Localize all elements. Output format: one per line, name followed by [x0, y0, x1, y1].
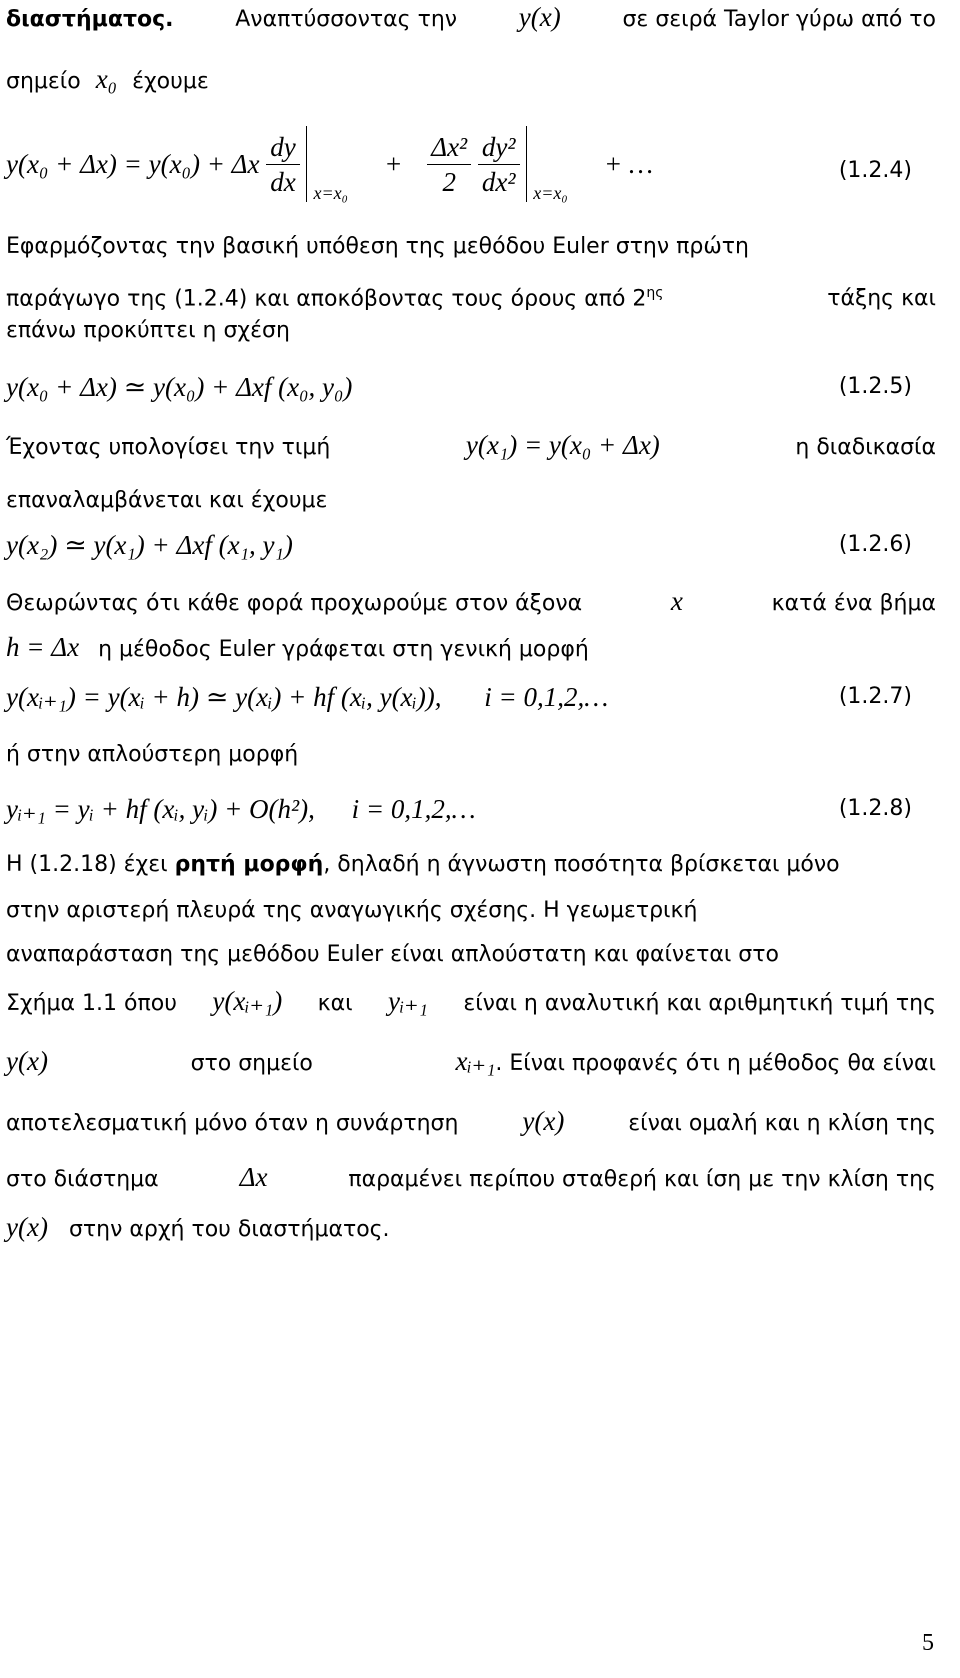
- text: σε σειρά Taylor γύρω από το: [622, 7, 936, 32]
- paragraph-line: [6, 1212, 936, 1245]
- equation-number: (1.2.4): [838, 158, 912, 183]
- equation-lhs: y(x₀ + Δx) = y(x₀) + Δx: [6, 149, 260, 179]
- paragraph-line: [6, 278, 936, 314]
- text: [6, 278, 664, 314]
- equation-1-2-6: [6, 528, 936, 562]
- index-range: i = 0,1,2,…: [484, 682, 609, 712]
- math-inline: y(x): [518, 2, 561, 32]
- text: [456, 1046, 936, 1079]
- paragraph-line: [6, 232, 936, 262]
- text: [6, 850, 840, 880]
- equation-expression: y(x₂) ≃ y(x₁) + Δxf (x₁, y₁): [6, 530, 293, 560]
- text: Αναπτύσσοντας την: [235, 7, 458, 32]
- text: και: [317, 991, 353, 1016]
- text: στο διάστημα: [6, 1167, 159, 1192]
- text: Εφαρμόζοντας την βασική υπόθεση της μεθόδου Euler στην πρώτη: [6, 234, 749, 259]
- text: η διαδικασία: [795, 435, 936, 460]
- equation-number: (1.2.7): [838, 684, 912, 709]
- superscript: ης: [646, 285, 664, 301]
- paragraph-line: [6, 896, 936, 926]
- fraction-numerator: dy: [266, 130, 299, 165]
- text: παραμένει περίπου σταθερή και ίση με την κλίση της: [348, 1167, 936, 1192]
- paragraph-line: [6, 486, 936, 516]
- text-part: , δηλαδή η άγνωστη ποσότητα βρίσκεται μόνο: [323, 852, 840, 877]
- equation-expression: y(x₀ + Δx) ≃ y(x₀) + Δxf (x₀, y₀): [6, 372, 353, 402]
- paragraph-line: [6, 986, 936, 1019]
- ellipsis-term: + …: [604, 149, 653, 179]
- math-inline: x₀: [95, 64, 118, 94]
- plus-sign: +: [384, 149, 403, 179]
- equation-1-2-4: [6, 126, 936, 216]
- text: είναι ομαλή και η κλίση της: [628, 1111, 936, 1136]
- fraction-denominator: 2: [442, 166, 456, 197]
- text: Σχήμα 1.1 όπου: [6, 991, 177, 1016]
- math-inline: yᵢ₊₁: [387, 986, 428, 1016]
- text: επαναλαμβάνεται και έχουμε: [6, 488, 328, 513]
- bold-term: διαστήματος.: [6, 7, 174, 32]
- text: Έχοντας υπολογίσει την τιμή: [6, 435, 331, 460]
- equation-1-2-7: [6, 680, 936, 714]
- text: στην αρχή του διαστήματος.: [68, 1217, 390, 1242]
- text: αναπαράσταση της μεθόδου Euler είναι απλούστατη και φαίνεται στο: [6, 942, 779, 967]
- equation-1-2-8: [6, 792, 936, 826]
- equation-number: (1.2.6): [838, 532, 912, 557]
- equation-expression: yᵢ₊₁ = yᵢ + hf (xᵢ, yᵢ) + O(h²),: [6, 794, 315, 824]
- math-inline: h = Δx: [6, 632, 80, 662]
- math-inline: Δx: [239, 1162, 268, 1192]
- text: Θεωρώντας ότι κάθε φορά προχωρούμε στον άξονα: [6, 591, 583, 616]
- derivative-fraction: [266, 130, 299, 199]
- paragraph-line: [6, 740, 936, 770]
- index-range: i = 0,1,2,…: [351, 794, 476, 824]
- paragraph-line: [6, 64, 936, 97]
- fraction-numerator: Δx²: [427, 130, 471, 165]
- math-inline: xᵢ₊₁: [455, 1046, 496, 1076]
- text: επάνω προκύπτει η σχέση: [6, 318, 290, 343]
- text: αποτελεσματική μόνο όταν η συνάρτηση: [6, 1111, 459, 1136]
- paragraph-line: [6, 940, 936, 970]
- text: η μέθοδος Euler γράφεται στη γενική μορφή: [98, 637, 589, 662]
- equation-1-2-5: [6, 370, 936, 404]
- text: στην αριστερή πλευρά της αναγωγικής σχέσης. Η γεωμετρική: [6, 898, 698, 923]
- second-derivative-fraction: [478, 130, 520, 199]
- equation-number: (1.2.5): [838, 374, 912, 399]
- fraction-denominator: dx²: [481, 166, 516, 197]
- text-part: . Είναι προφανές ότι η μέθοδος θα είναι: [495, 1051, 936, 1076]
- text: τάξης και: [827, 286, 936, 312]
- paragraph-line: [6, 1106, 936, 1139]
- math-inline: y(x): [6, 1212, 48, 1242]
- math-inline: y(x): [522, 1106, 565, 1136]
- paragraph-line: [6, 430, 936, 463]
- paragraph-line: [6, 1162, 936, 1195]
- text: κατά ένα βήμα: [771, 591, 936, 616]
- text: στο σημείο: [190, 1051, 313, 1076]
- equation-number: (1.2.8): [838, 796, 912, 821]
- paragraph-line: [6, 850, 936, 880]
- math-inline: y(x): [6, 1046, 48, 1076]
- math-inline: y(xᵢ₊₁): [212, 986, 283, 1016]
- math-inline: y(x₁) = y(x₀ + Δx): [465, 430, 660, 460]
- fraction-numerator: dy²: [478, 130, 520, 165]
- paragraph-line: [6, 586, 936, 619]
- paragraph-line: [6, 316, 936, 346]
- text: έχουμε: [132, 69, 209, 94]
- page-number: 5: [922, 1630, 934, 1656]
- evaluation-bar: [306, 126, 377, 202]
- evaluation-bar: [526, 126, 597, 202]
- paragraph-line: [6, 2, 936, 35]
- evaluation-point: x=x₀: [533, 183, 568, 203]
- text: ή στην απλούστερη μορφή: [6, 742, 299, 767]
- text: είναι η αναλυτική και αριθμητική τιμή της: [463, 991, 936, 1016]
- text-part: Η (1.2.18) έχει: [6, 852, 168, 877]
- math-inline: x: [670, 586, 683, 616]
- paragraph-line: [6, 632, 936, 665]
- paragraph-line: [6, 1046, 936, 1079]
- step-fraction: [427, 130, 471, 199]
- equation-expression: y(xᵢ₊₁) = y(xᵢ + h) ≃ y(xᵢ) + hf (xᵢ, y(xᵢ)),: [6, 682, 442, 712]
- evaluation-point: x=x₀: [313, 183, 348, 203]
- bold-term: ρητή μορφή: [174, 852, 324, 877]
- text: σημείο: [6, 69, 81, 94]
- fraction-denominator: dx: [270, 166, 296, 197]
- text-part: παράγωγο της (1.2.4) και αποκόβοντας τους όρους από 2: [6, 286, 647, 312]
